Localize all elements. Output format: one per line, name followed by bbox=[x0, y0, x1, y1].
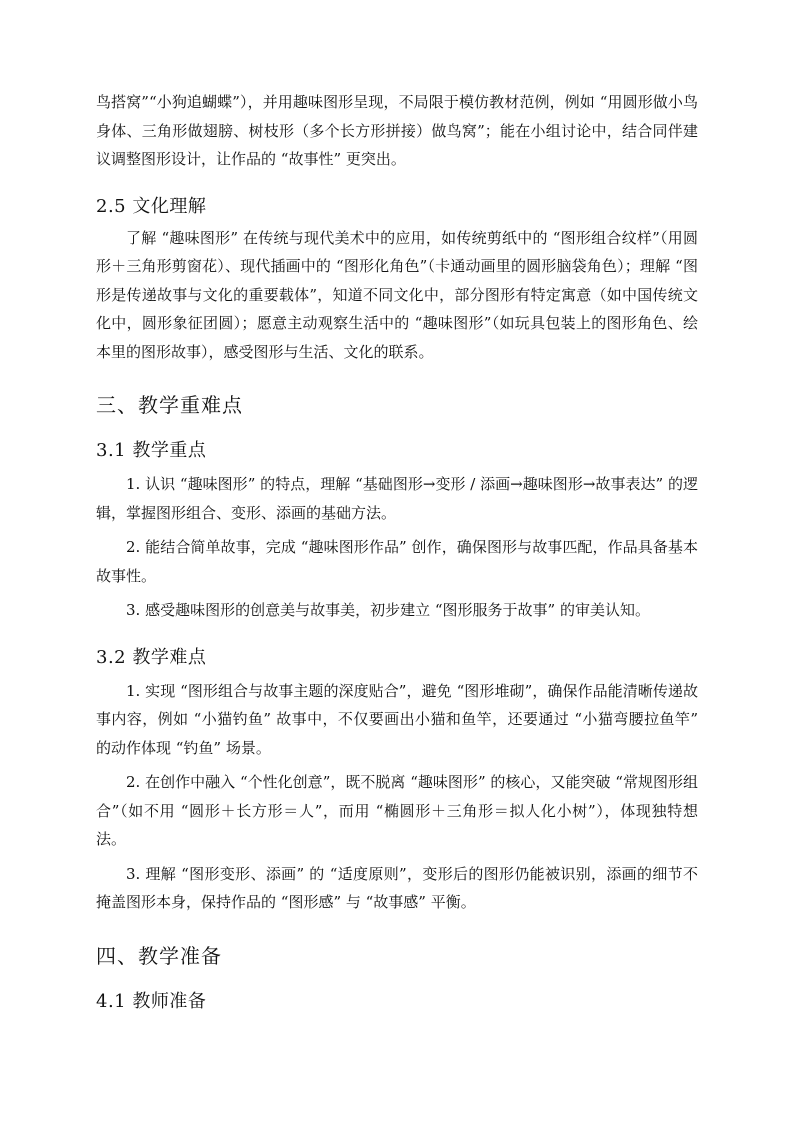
difficulty-item-2: 2. 在创作中融入 “个性化创意”，既不脱离 “趣味图形” 的核心，又能突破 “常规图形组合”（如不用 “圆形＋长方形＝人”，而用 “椭圆形＋三角形＝拟人化小树”），体现独特想法。 bbox=[96, 773, 698, 848]
section-2-5-heading: 2.5 文化理解 bbox=[96, 195, 207, 217]
section-4-heading: 四、教学准备 bbox=[96, 943, 222, 968]
key-point-item-1: 1. 认识 “趣味图形” 的特点，理解 “基础图形→变形 / 添画→趣味图形→故事表达” 的逻辑，掌握图形组合、变形、添画的基础方法。 bbox=[96, 475, 698, 522]
intro-paragraph: 鸟搭窝”“小狗追蝴蝶”），并用趣味图形呈现，不局限于模仿教材范例，例如 “用圆形做小鸟身体、三角形做翅膀、树枝形（多个长方形拼接）做鸟窝”；能在小组讨论中，结合同伴建议调整图形设计，让作品的 “故事性” 更突出。 bbox=[96, 93, 698, 168]
section-3-1-heading: 3.1 教学重点 bbox=[96, 440, 207, 461]
section-4-1-heading: 4.1 教师准备 bbox=[96, 990, 207, 1012]
key-point-item-2: 2. 能结合简单故事，完成 “趣味图形作品” 创作，确保图形与故事匹配，作品具备基本故事性。 bbox=[96, 538, 698, 585]
key-point-item-3: 3. 感受趣味图形的创意美与故事美，初步建立 “图形服务于故事” 的审美认知。 bbox=[126, 601, 650, 619]
section-3-2-heading: 3.2 教学难点 bbox=[96, 646, 207, 668]
section-2-5-paragraph: 了解 “趣味图形” 在传统与现代美术中的应用，如传统剪纸中的 “图形组合纹样”（用圆形＋三角形剪窗花）、现代插画中的 “图形化角色”（卡通动画里的圆形脑袋角色）；理解 “图形是传递故事与文化的重要载体”，知道不同文化中，部分图形有特定寓意（如中国传统文化中，圆形象征团圆）；愿意主动观察生活中的 “趣味图形”（如玩具包装上的图形角色、绘本里的图形故事），感受图形与生活、文化的联系。 bbox=[96, 228, 698, 361]
document-page bbox=[96, 88, 698, 1013]
difficulty-item-1: 1. 实现 “图形组合与故事主题的深度贴合”，避免 “图形堆砌”，确保作品能清晰传递故事内容，例如 “小猫钓鱼” 故事中，不仅要画出小猫和鱼竿，还要通过 “小猫弯腰拉鱼竿” 的动作体现 “钓鱼” 场景。 bbox=[96, 681, 698, 757]
section-3-heading: 三、教学重难点 bbox=[96, 393, 243, 417]
difficulty-item-3: 3. 理解 “图形变形、添画” 的 “适度原则”，变形后的图形仍能被识别，添画的细节不掩盖图形本身，保持作品的 “图形感” 与 “故事感” 平衡。 bbox=[96, 864, 698, 911]
